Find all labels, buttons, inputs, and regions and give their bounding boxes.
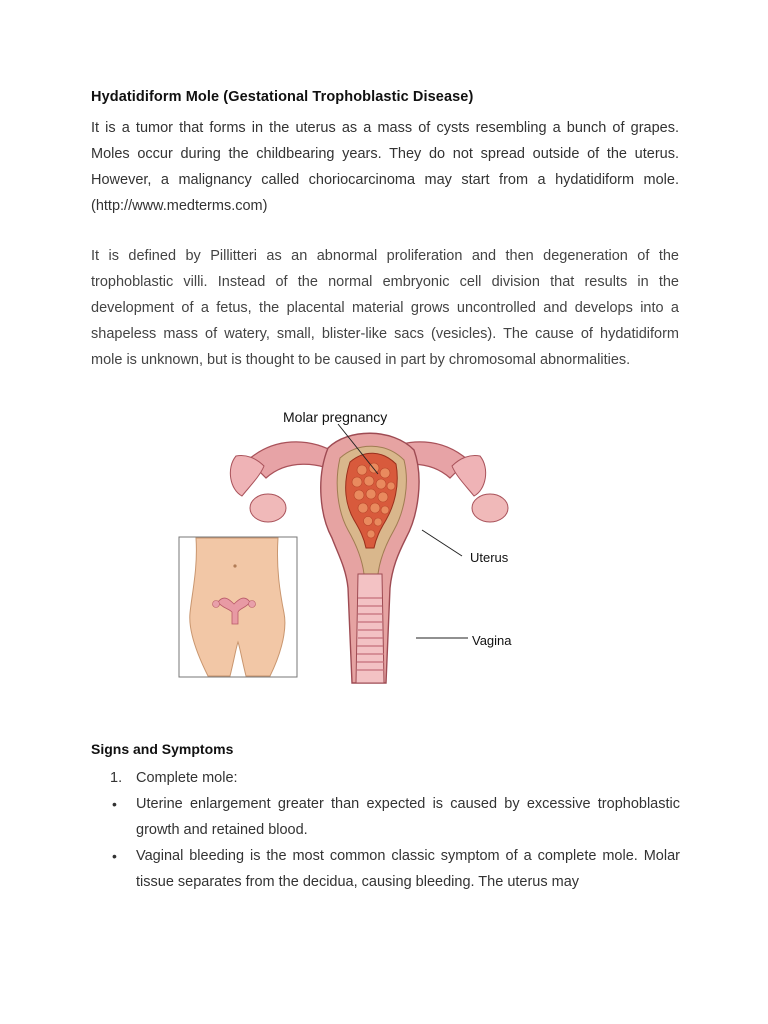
list-item-text: Complete mole: xyxy=(136,770,238,786)
bullet-marker: • xyxy=(112,796,117,812)
label-vagina: Vagina xyxy=(472,633,512,648)
bullet-text: Vaginal bleeding is the most common classic symptom of a complete mole. Molar tissue separates from the decidua, causing bleeding. The uterus may xyxy=(136,848,680,890)
paragraph-definition: It is a tumor that forms in the uterus as a mass of cysts resembling a bunch of grapes. Moles occur during the childbearing years. They do not spread outside of the uterus. However, a malignancy called choriocarcinoma may start from a hydatidiform mole. (http://www.medterms.com) xyxy=(91,120,679,214)
signs-heading: Signs and Symptoms xyxy=(91,741,234,757)
molar-pregnancy-illustration xyxy=(178,398,538,688)
list-number: 1. xyxy=(110,770,123,786)
paragraph-pillitteri: It is defined by Pillitteri as an abnormal proliferation and then degeneration of the trophoblastic villi. Instead of the normal embryonic cell division that results in the development of a fetus, the placental material grows uncontrolled and develops into a shapeless mass of watery, small, blister-like sacs (vesicles). The cause of hydatidiform mole is unknown, but is thought to be caused in part by chromosomal abnormalities. xyxy=(91,248,679,368)
label-uterus: Uterus xyxy=(470,550,509,565)
document-title: Hydatidiform Mole (Gestational Trophoblastic Disease) xyxy=(91,89,474,105)
body-inset xyxy=(179,537,297,677)
bullet-marker: • xyxy=(112,848,117,864)
bullet-text: Uterine enlargement greater than expected is caused by excessive trophoblastic growth and retained blood. xyxy=(136,796,680,838)
label-molar-pregnancy: Molar pregnancy xyxy=(283,409,388,425)
